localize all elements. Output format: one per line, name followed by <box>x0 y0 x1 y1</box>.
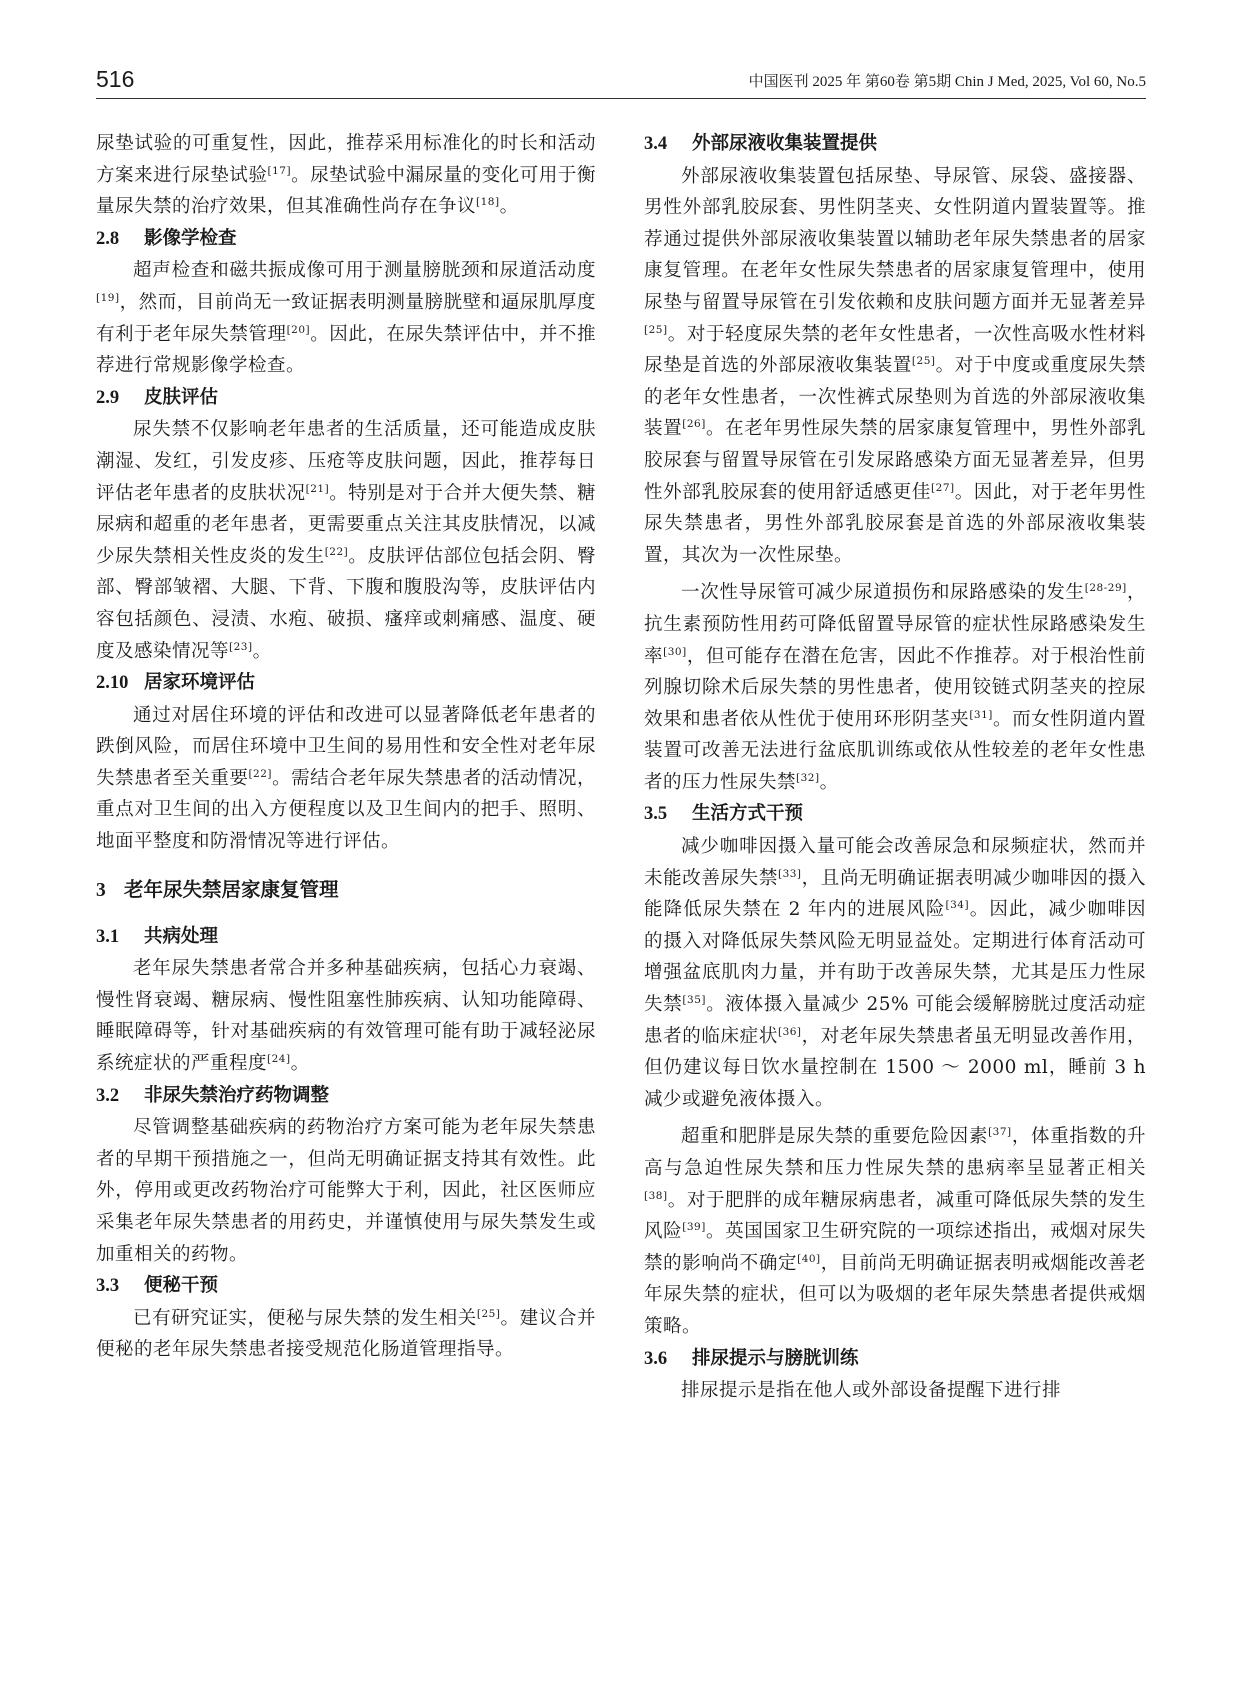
paragraph: 已有研究证实，便秘与尿失禁的发生相关[25]。建议合并便秘的老年尿失禁患者接受规范化肠道管理指导。 <box>96 1307 596 1361</box>
paragraph: 尿垫试验的可重复性，因此，推荐采用标准化的时长和活动方案来进行尿垫试验[17]。尿垫试验中漏尿量的变化可用于衡量尿失禁的治疗效果，但其准确性尚存在争议[18]。 <box>96 133 596 218</box>
section-heading-2-9: 2.9 皮肤评估 <box>96 386 219 408</box>
section-heading-3-6: 3.6 排尿提示与膀胱训练 <box>644 1347 859 1369</box>
section-heading-3-1: 3.1 共病处理 <box>96 925 219 947</box>
citation[interactable]: [38] <box>644 1189 668 1202</box>
section-heading-2-10: 2.10 居家环境评估 <box>96 672 256 694</box>
page-number: 516 <box>96 66 135 92</box>
paragraph: 超声检查和磁共振成像可用于测量膀胱颈和尿道活动度[19]，然而，目前尚无一致证据表明测量膀胱壁和逼尿肌厚度有利于老年尿失禁管理[20]。因此，在尿失禁评估中，并不推荐进行常规影像学检查。 <box>96 260 596 377</box>
section-heading-3-5: 3.5 生活方式干预 <box>644 803 804 825</box>
paragraph: 一次性导尿管可减少尿道损伤和尿路感染的发生[28-29]，抗生素预防性用药可降低留置导尿管的症状性尿路感染发生率[30]，但可能存在潜在危害，因此不作推荐。对于根治性前列腺切除术后尿失禁的男性患者，使用铰链式阴茎夹的控尿效果和患者依从性优于使用环形阴茎夹[31]。而女性阴道内置装置可改善无法进行盆底肌训练或依从性较差的老年女性患者的压力性尿失禁[32]。 <box>644 582 1146 793</box>
section-heading-2-8: 2.8 影像学检查 <box>96 227 237 249</box>
paragraph: 通过对居住环境的评估和改进可以显著降低老年患者的跌倒风险，而居住环境中卫生间的易用性和安全性对老年尿失禁患者至关重要[22]。需结合老年尿失禁患者的活动情况，重点对卫生间的出入方便程度以及卫生间内的把手、照明、地面平整度和防滑情况等进行评估。 <box>96 704 596 853</box>
citation[interactable]: [40] <box>797 1252 821 1265</box>
citation[interactable]: [33] <box>777 867 802 880</box>
right-column <box>644 128 1146 1407</box>
paragraph: 减少咖啡因摄入量可能会改善尿急和尿频症状，然而并未能改善尿失禁[33]，且尚无明确证据表明减少咖啡因的摄入能降低尿失禁在 2 年内的进展风险[34]。因此，减少咖啡因的摄入对降低尿失禁风险无明显益处。定期进行体育活动可增强盆底肌肉力量，并有助于改善尿失禁，尤其是压力性尿失禁[35]。液体摄入量减少 25% 可能会缓解膀胱过度活动症患者的临床症状[36]，对老年尿失禁患者虽无明显改善作用，但仍建议每日饮水量控制在 1500 ～ 2000 ml，睡前 3 h 减少或避免液体摄入。 <box>644 836 1146 1110</box>
citation[interactable]: [37] <box>988 1126 1012 1139</box>
citation[interactable]: [17] <box>267 164 292 177</box>
section-heading-3-2: 3.2 非尿失禁治疗药物调整 <box>96 1084 330 1106</box>
citation[interactable]: [19] <box>96 291 120 304</box>
citation[interactable]: [24] <box>267 1053 291 1066</box>
paragraph: 尽管调整基础疾病的药物治疗方案可能为老年尿失禁患者的早期干预措施之一，但尚无明确证据支持其有效性。此外，停用或更改药物治疗可能弊大于利，因此，社区医师应采集老年尿失禁患者的用药史，并谨慎使用与尿失禁发生或加重相关的药物。 <box>96 1117 596 1265</box>
paragraph: 外部尿液收集装置包括尿垫、导尿管、尿袋、盛接器、男性外部乳胶尿套、男性阴茎夹、女性阴道内置装置等。推荐通过提供外部尿液收集装置以辅助老年尿失禁患者的居家康复管理。在老年女性尿失禁患者的居家康复管理中，使用尿垫与留置导尿管在引发依赖和皮肤问题方面并无显著差异[25]。对于轻度尿失禁的老年女性患者，一次性高吸水性材料尿垫是首选的外部尿液收集装置[25]。对于中度或重度尿失禁的老年女性患者，一次性裤式尿垫则为首选的外部尿液收集装置[26]。在老年男性尿失禁的居家康复管理中，男性外部乳胶尿套与留置导尿管在引发尿路感染方面无显著差异，但男性外部乳胶尿套的使用舒适感更佳[27]。因此，对于老年男性尿失禁患者，男性外部乳胶尿套是首选的外部尿液收集装置，其次为一次性尿垫。 <box>644 165 1146 566</box>
paragraph: 尿失禁不仅影响老年患者的生活质量，还可能造成皮肤潮湿、发红，引发皮疹、压疮等皮肤问题，因此，推荐每日评估老年患者的皮肤状况[21]。特别是对于合并大便失禁、糖尿病和超重的老年患者，更需要重点关注其皮肤情况，以减少尿失禁相关性皮炎的发生[22]。皮肤评估部位包括会阴、臀部、臀部皱褶、大腿、下背、下腹和腹股沟等，皮肤评估内容包括颜色、浸渍、水疱、破损、瘙痒或刺痛感、温度、硬度及感染情况等[23]。 <box>96 419 596 662</box>
citation[interactable]: [30] <box>663 645 687 658</box>
citation[interactable]: [25] <box>476 1307 501 1320</box>
paragraph: 排尿提示是指在他人或外部设备提醒下进行排 <box>681 1380 1062 1402</box>
citation[interactable]: [34] <box>945 899 970 912</box>
section-heading-3-4: 3.4 外部尿液收集装置提供 <box>644 133 878 154</box>
citation[interactable]: [31] <box>969 708 993 721</box>
citation[interactable]: [22] <box>248 767 273 780</box>
chapter-heading-3: 3 老年尿失禁居家康复管理 <box>96 877 339 901</box>
section-heading-3-3: 3.3 便秘干预 <box>96 1275 219 1297</box>
paragraph: 超重和肥胖是尿失禁的重要危险因素[37]，体重指数的升高与急迫性尿失禁和压力性尿失禁的患病率呈显著正相关[38]。对于肥胖的成年糖尿病患者，减重可降低尿失禁的发生风险[39]。英国国家卫生研究院的一项综述指出，戒烟对尿失禁的影响尚不确定[40]，目前尚无明确证据表明戒烟能改善老年尿失禁的症状，但可以为吸烟的老年尿失禁患者提供戒烟策略。 <box>644 1126 1146 1337</box>
paragraph: 老年尿失禁患者常合并多种基础疾病，包括心力衰竭、慢性肾衰竭、糖尿病、慢性阻塞性肺疾病、认知功能障碍、睡眠障碍等，针对基础疾病的有效管理可能有助于减轻泌尿系统症状的严重程度[24]。 <box>96 958 596 1075</box>
citation[interactable]: [27] <box>931 481 955 494</box>
left-column <box>96 128 596 1366</box>
journal-citation: 中国医刊 2025 年 第60卷 第5期 Chin J Med, 2025, Vol 60, No.5 <box>748 74 1146 90</box>
citation[interactable]: [23] <box>229 640 253 653</box>
citation[interactable]: [20] <box>286 323 311 336</box>
citation[interactable]: [36] <box>777 1025 802 1038</box>
citation[interactable]: [28-29] <box>1084 582 1127 595</box>
citation[interactable]: [39] <box>682 1221 706 1234</box>
citation[interactable]: [35] <box>682 994 706 1007</box>
citation[interactable]: [32] <box>796 771 820 784</box>
citation[interactable]: [26] <box>682 418 706 431</box>
citation[interactable]: [21] <box>305 482 330 495</box>
citation[interactable]: [25] <box>911 355 936 368</box>
citation[interactable]: [22] <box>324 545 349 558</box>
citation[interactable]: [18] <box>476 196 500 209</box>
running-header <box>96 66 1146 99</box>
citation[interactable]: [25] <box>644 323 668 336</box>
